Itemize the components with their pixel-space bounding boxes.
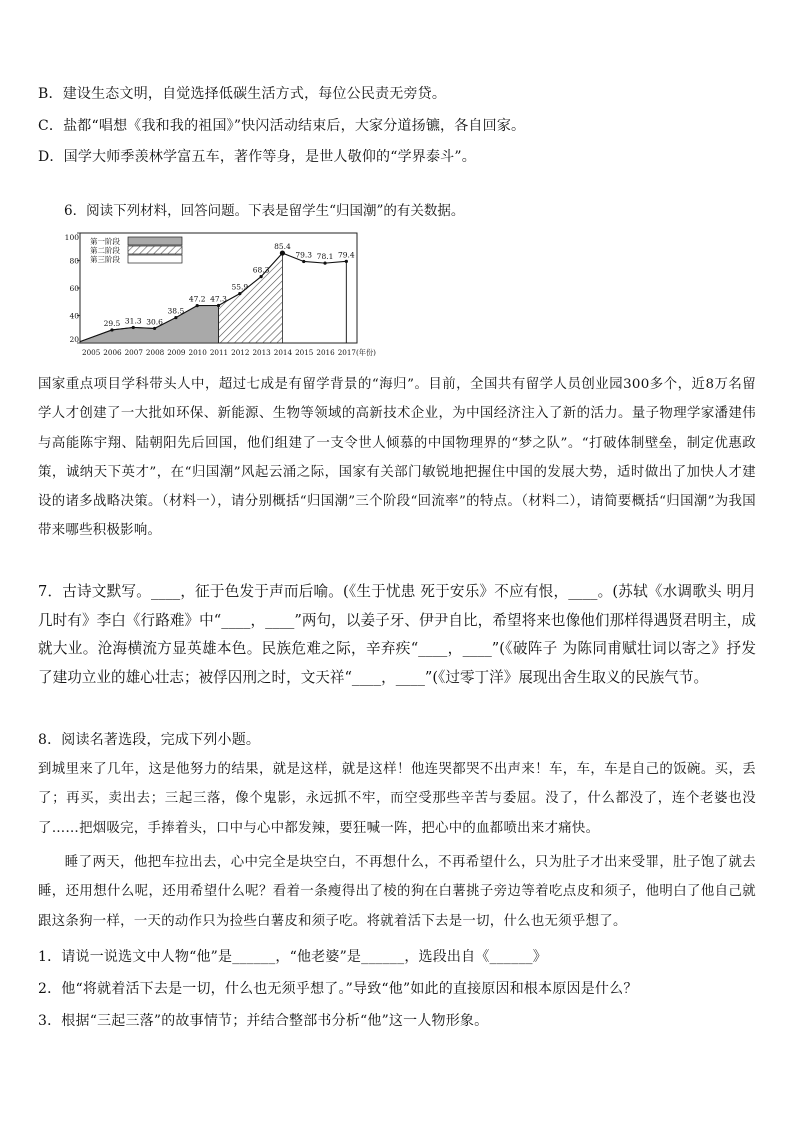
x-tick-label: 2013 — [252, 348, 271, 357]
x-tick-label: 2010 — [188, 348, 207, 357]
data-label: 38.5 — [167, 306, 185, 316]
x-tick-label: 2008 — [145, 348, 165, 357]
question-7: 7．古诗文默写。____，征于色发于声而后喻。(《生于忧患 死于安乐》不应有恨，____。(苏轼《水调歌头 明月几时有》李白《行路难》中“____，____”两句，以姜子牙、伊尹自比，希望将来也像他们那样得遇贤君明主，成就大业。沧海横流方显英雄本色。民族危难之际，辛弃疾“____，____”(《破阵子 为陈同甫赋壮词以寄之》抒发了建功立业的雄心壮志；被俘囚刑之时，文天祥“____，____”(《过零丁洋》展现出舍生取义的民族气节。 — [38, 583, 756, 686]
data-point — [323, 262, 326, 265]
data-point — [302, 260, 305, 263]
x-tick-label: 2012 — [231, 348, 250, 357]
sub-question-1: 1．请说一说选文中人物“他”是______，“他老婆”是______，选段出自《______》 — [38, 949, 547, 965]
question-8-stem: 8．阅读名著选段，完成下列小题。 — [38, 732, 261, 748]
data-label: 78.1 — [316, 252, 334, 262]
x-tick-label: 2017(年份) — [337, 348, 376, 357]
x-tick-label: 2009 — [167, 348, 186, 357]
data-point — [238, 292, 241, 295]
question-6-material — [38, 370, 756, 546]
legend-swatch — [128, 255, 182, 263]
y-tick-label: 60 — [69, 284, 79, 293]
y-tick-label: 100 — [64, 233, 79, 242]
data-label: 29.5 — [103, 318, 121, 328]
data-label: 79.3 — [295, 250, 313, 260]
option-c: C．盐都“唱想《我和我的祖国》”快闪活动结束后，大家分道扬镳，各自回家。 — [38, 118, 526, 134]
data-point — [280, 250, 285, 255]
data-label: 31.3 — [124, 316, 142, 326]
data-label: 79.4 — [337, 250, 355, 260]
legend-swatch — [128, 237, 182, 245]
data-label: 30.6 — [146, 317, 163, 327]
question-6-stem: 6．阅读下列材料，回答问题。下表是留学生“归国潮”的有关数据。 — [64, 203, 465, 219]
y-tick-label: 80 — [69, 256, 79, 266]
novel-passage-1: 到城里来了几年，这是他努力的结果，就是这样，就是这样！他连哭都哭不出声来！车，车，车是自己的饭碗。买，丢了；再买，卖出去；三起三落，像个鬼影，永远抓不牢，而空受那些辛苦与委屈。没了，什么都没了，连个老婆也没了……把烟吸完，手捧着头，口中与心中都发辣，要狂喊一阵，把心中的血都喷出来才痛快。 — [38, 762, 756, 836]
x-tick-label: 2016 — [316, 348, 335, 357]
option-b: B．建设生态文明，自觉选择低碳生活方式，每位公民责无旁贷。 — [38, 86, 447, 102]
data-label: 55.9 — [231, 282, 249, 292]
x-tick-label: 2011 — [209, 348, 229, 357]
data-label: 68.3 — [252, 265, 270, 275]
data-point — [110, 328, 113, 331]
data-point — [345, 260, 348, 263]
option-d: D．国学大师季羡林学富五车，著作等身，是世人敬仰的“学界泰斗”。 — [38, 149, 476, 165]
data-label: 47.2 — [188, 294, 206, 304]
legend-label: 第三阶段 — [90, 255, 120, 264]
data-point — [132, 326, 135, 329]
x-tick-label: 2015 — [295, 348, 314, 357]
x-tick-label: 2007 — [124, 348, 143, 357]
returnee-rate-chart — [64, 230, 376, 358]
x-tick-label: 2014 — [273, 348, 293, 357]
legend-swatch — [128, 246, 182, 254]
x-tick-label: 2005 — [82, 348, 101, 357]
data-point — [174, 316, 177, 319]
data-point — [217, 304, 220, 307]
data-label: 85.4 — [274, 242, 291, 252]
x-tick-label: 2006 — [103, 348, 122, 357]
data-point — [260, 275, 263, 278]
y-tick-label: 40 — [69, 311, 79, 321]
data-point — [153, 327, 156, 330]
data-point — [196, 304, 199, 307]
sub-question-2: 2．他“将就着活下去是一切，什么也无须乎想了。”导致“他”如此的直接原因和根本原因是什么？ — [38, 981, 638, 997]
sub-question-3: 3．根据“三起三落”的故事情节；并结合整部书分析“他”这一人物形象。 — [38, 1013, 489, 1029]
question-6-task: （材料一），请分别概括“归国潮”三个阶段“回流率”的特点。（材料二），请简要概括“归国潮”为我国带来哪些积极影响。 — [38, 494, 756, 539]
data-label: 47.3 — [210, 294, 227, 304]
novel-passage-2: 睡了两天，他把车拉出去，心中完全是块空白，不再想什么，不再希望什么，只为肚子才出来受罪，肚子饱了就去睡，还用想什么呢，还用希望什么呢？看着一条瘦得出了棱的狗在白薯挑子旁边等着吃点皮和须子，他明白了他自己就跟这条狗一样，一天的动作只为捡些白薯皮和须子吃。将就着活下去是一切，什么也无须乎想了。 — [38, 855, 756, 929]
legend-label: 第二阶段 — [90, 246, 120, 255]
material-text: 国家重点项目学科带头人中，超过七成是有留学背景的“海归”。目前，全国共有留学人员创业园300多个，近8万名留学人才创建了一大批如环保、新能源、生物等领域的高新技术企业，为中国经济注入了新的活力。量子物理学家潘建伟与高能陈宇翔、陆朝阳先后回国，他们组建了一支令世人倾慕的中国物理界的“梦之队”。“打破体制壁垒，制定优惠政策，诚纳天下英才”，在“归国潮”风起云涌之际，国家有关部门敏锐地把握住中国的发展大势，适时做出了加快人才建设的诸多战略决策。 — [38, 377, 756, 510]
y-tick-label: 20 — [69, 335, 79, 344]
legend-label: 第一阶段 — [90, 237, 120, 246]
